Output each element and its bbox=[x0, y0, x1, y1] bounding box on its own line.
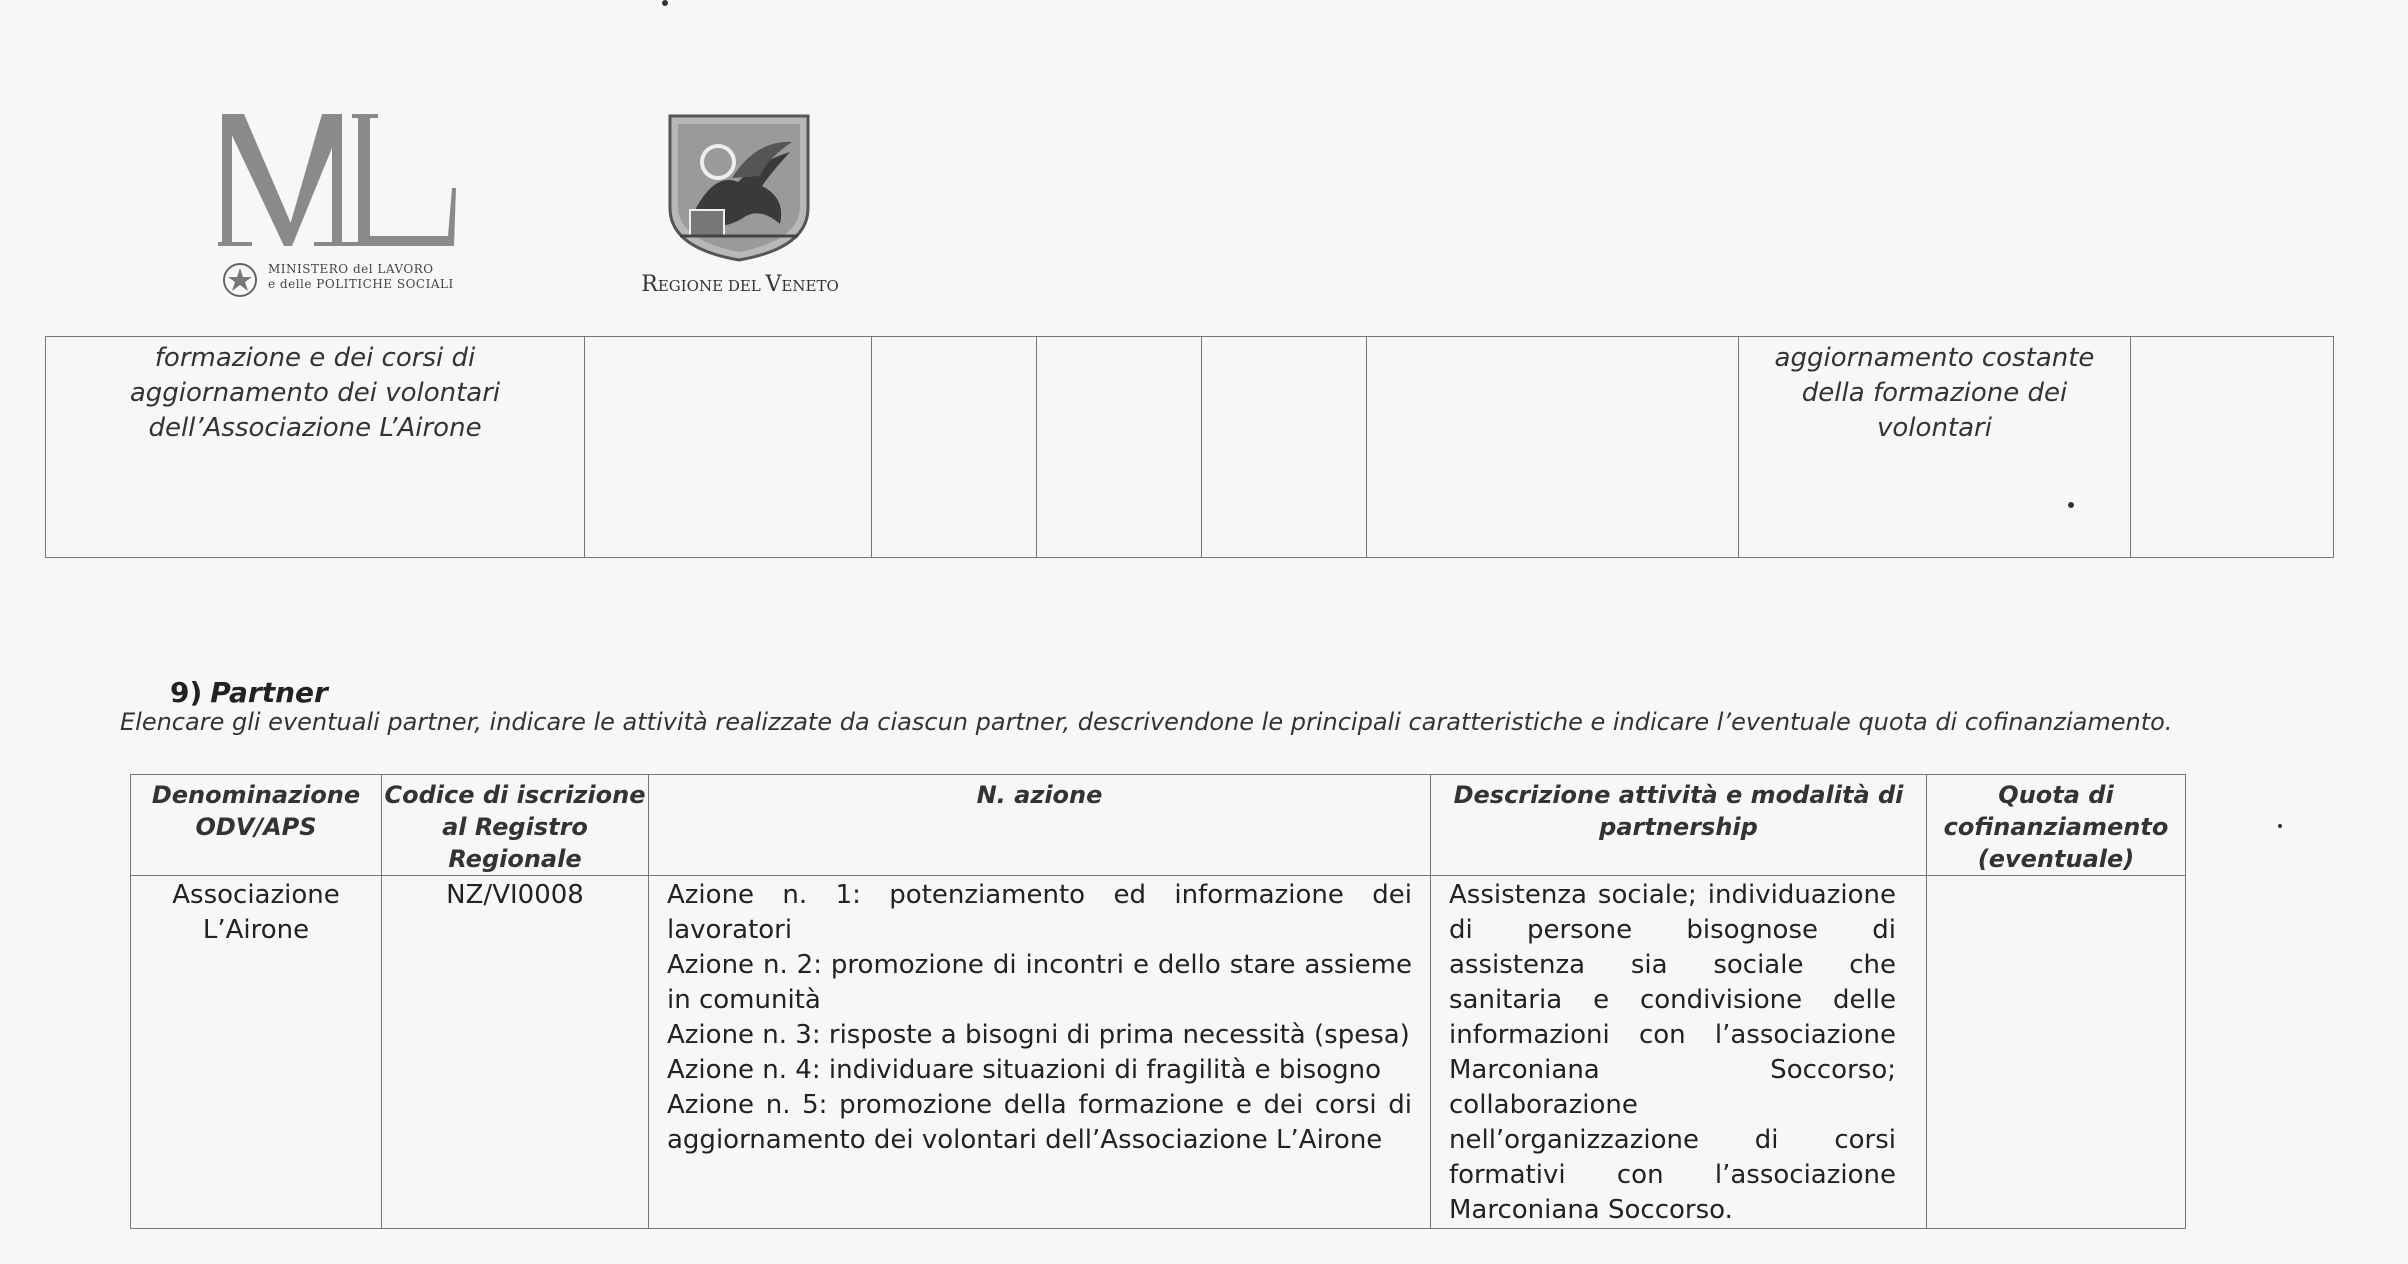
cell-codice: NZ/VI0008 bbox=[382, 876, 649, 1229]
table-cell bbox=[1739, 337, 2131, 558]
region-name: REGIONE DEL VENETO bbox=[641, 272, 839, 297]
section-title: Partner bbox=[210, 676, 328, 709]
cell-text: aggiornamento costante della formazione dei volontari bbox=[1774, 343, 2095, 443]
cell-denominazione: Associazione L’Airone bbox=[131, 876, 382, 1229]
lion-of-saint-mark-crest-icon bbox=[666, 112, 812, 262]
veneto-logo bbox=[620, 108, 860, 308]
table-row bbox=[46, 337, 2334, 558]
section-intro: Elencare gli eventuali partner, indicare le attività realizzate da ciascun partner, descrivendone le principali caratteristiche e indicare l’eventuale quota di cofinanziamento. bbox=[120, 708, 2173, 736]
header-quota: Quota di cofinanziamento (eventuale) bbox=[1927, 775, 2186, 876]
ministry-name: MINISTERO del LAVORO e delle POLITICHE SOCIALI bbox=[268, 262, 454, 291]
cell-descrizione: Assistenza sociale; individuazione di persone bisognose di assistenza sia sociale che sanitaria e condivisione delle informazioni con l’associazione Marconiana Soccorso; collaborazione nell’organizzazione di corsi formativi con l’associazione Marconiana Soccorso. bbox=[1431, 876, 1927, 1229]
azione-item: Azione n. 2: promozione di incontri e dello stare assieme in comunità bbox=[667, 950, 1412, 1015]
section-number: 9) bbox=[170, 676, 203, 709]
scan-speck bbox=[2278, 824, 2282, 828]
cell-azioni bbox=[649, 876, 1431, 1229]
partner-table bbox=[130, 774, 2186, 1229]
table-cell bbox=[1367, 337, 1739, 558]
ml-monogram-icon bbox=[218, 108, 458, 252]
cell-quota bbox=[1927, 876, 2186, 1229]
table-cell bbox=[585, 337, 872, 558]
table-cell bbox=[2131, 337, 2334, 558]
header-codice: Codice di iscrizione al Registro Regionale bbox=[382, 775, 649, 876]
table-cell bbox=[1202, 337, 1367, 558]
table-cell bbox=[1037, 337, 1202, 558]
italian-emblem-icon bbox=[220, 260, 260, 300]
azione-item: Azione n. 5: promozione della formazione e dei corsi di aggiornamento dei volontari dell’Associazione L’Airone bbox=[667, 1090, 1412, 1155]
header-descrizione: Descrizione attività e modalità di partnership bbox=[1431, 775, 1927, 876]
table-cell bbox=[872, 337, 1037, 558]
table-header-row bbox=[131, 775, 2186, 876]
table-row bbox=[131, 876, 2186, 1229]
section-heading bbox=[170, 676, 328, 709]
header-denominazione: Denominazione ODV/APS bbox=[131, 775, 382, 876]
scan-speck bbox=[662, 0, 668, 6]
ministry-logo bbox=[218, 108, 458, 298]
header-azione: N. azione bbox=[649, 775, 1431, 876]
azione-item: Azione n. 1: potenziamento ed informazione dei lavoratori bbox=[667, 880, 1412, 945]
continuation-table bbox=[45, 336, 2334, 558]
azione-item: Azione n. 4: individuare situazioni di fragilità e bisogno bbox=[667, 1055, 1381, 1085]
cell-text: formazione e dei corsi di aggiornamento dei volontari dell’Associazione L’Airone bbox=[129, 343, 501, 443]
table-cell bbox=[46, 337, 585, 558]
azione-item: Azione n. 3: risposte a bisogni di prima necessità (spesa) bbox=[667, 1020, 1410, 1050]
